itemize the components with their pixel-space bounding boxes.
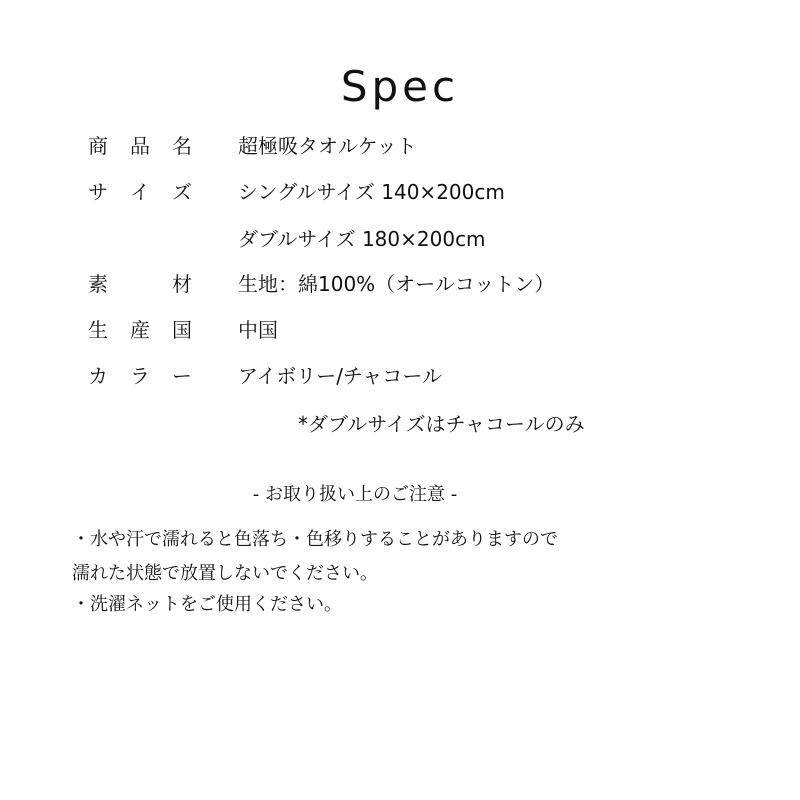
double-size-note: *ダブルサイズはチャコールのみ [298,412,585,436]
spec-label-size [88,177,192,207]
spec-value-material: 生地：綿100%（オールコットン） [238,272,555,296]
spec-value-product-name: 超極吸タオルケット [238,134,417,158]
spec-label-char: 産 [130,318,150,342]
spec-label-material [88,269,192,299]
spec-value-size-single: シングルサイズ 140×200cm [238,180,505,204]
caution-line: ・水や汗で濡れると色落ち・色移りすることがありますので [72,529,558,550]
spec-label-char: カ [88,364,108,388]
spec-label-char: イ [130,180,150,204]
caution-line: 濡れた状態で放置しないでください。 [72,563,378,584]
spec-value-color: アイボリー/チャコール [238,364,442,388]
spec-label-char: 商 [88,134,108,158]
spec-label-char: サ [88,180,108,204]
page-title: Spec [340,62,460,111]
spec-label-char: 名 [172,134,192,158]
spec-label-char: ズ [172,180,192,204]
spec-label-char: 国 [172,318,192,342]
spec-value-country: 中国 [238,318,278,342]
spec-label-char: 素 [88,272,108,296]
spec-label-product-name [88,131,192,161]
caution-heading: - お取り扱い上のご注意 - [252,484,458,505]
spec-label-char: ー [172,364,192,388]
spec-label-color [88,361,192,391]
spec-label-char: 材 [172,272,192,296]
spec-label-country [88,315,192,345]
spec-value-size-double: ダブルサイズ 180×200cm [238,227,486,251]
spec-label-char: 品 [130,134,150,158]
spec-label-char: ラ [130,364,150,388]
spec-label-char: 生 [88,318,108,342]
caution-line: ・洗濯ネットをご使用ください。 [72,594,342,615]
